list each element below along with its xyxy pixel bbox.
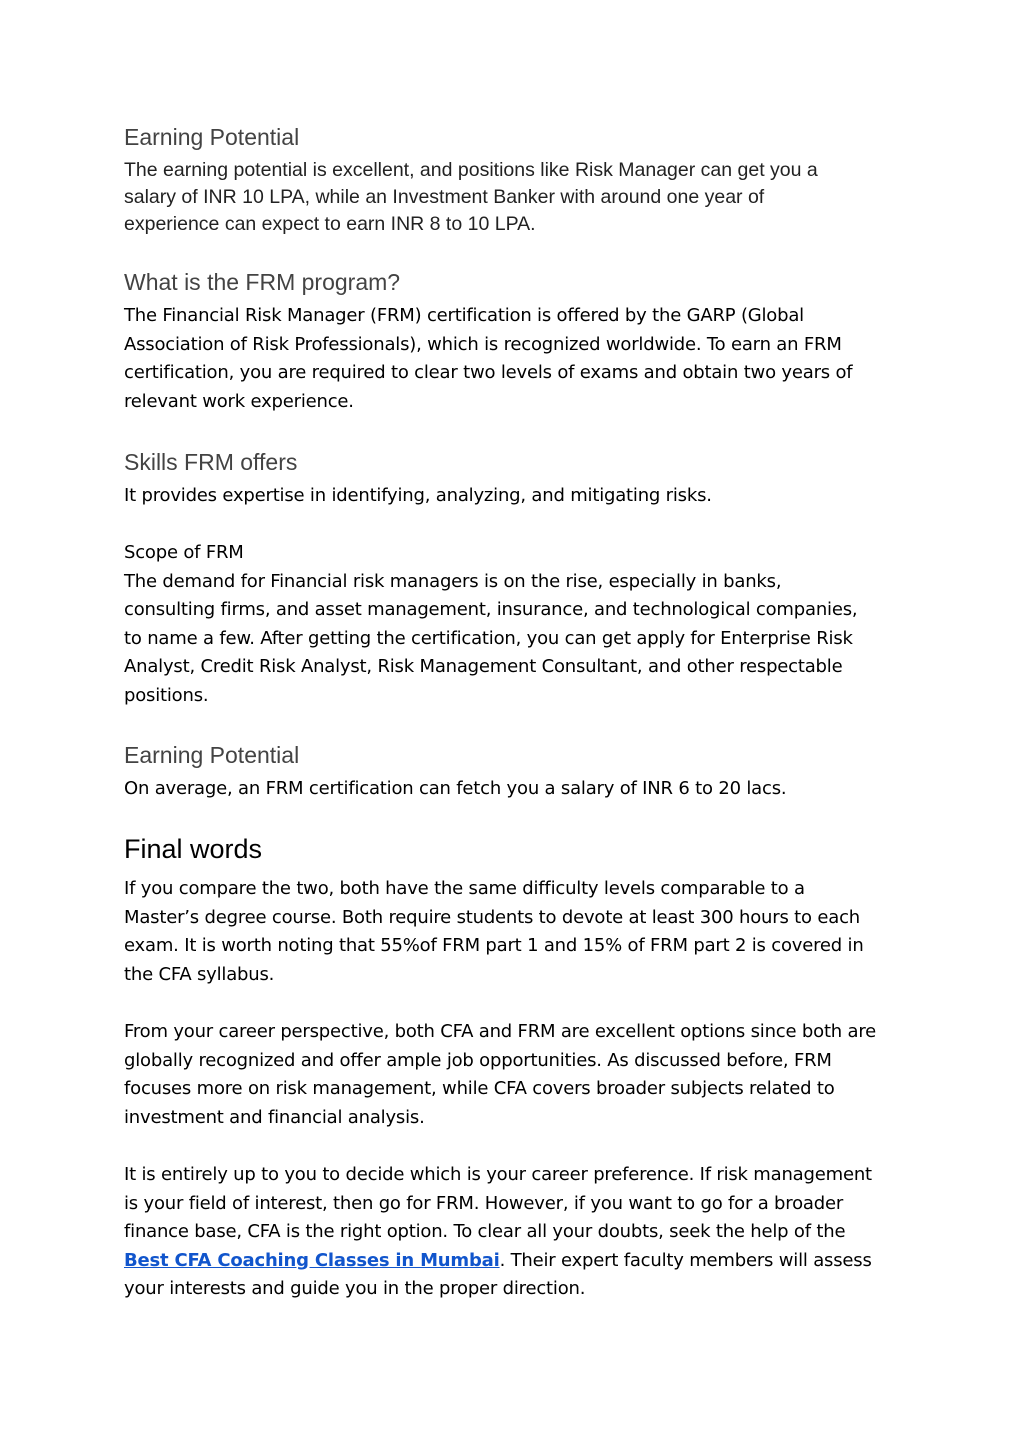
skills-line: It provides expertise in identifying, analyzing, and mitigating risks.: [124, 485, 712, 507]
final-words-heading: Final words: [124, 834, 263, 865]
final-para2-line: investment and financial analysis.: [124, 1106, 425, 1128]
final-para3-line: your interests and guide you in the proper direction.: [124, 1278, 586, 1300]
scope-heading: Scope of FRM: [124, 541, 244, 563]
frm-program-line: certification, you are required to clear two levels of exams and obtain two years of: [124, 362, 853, 384]
scope-line: The demand for Financial risk managers is on the rise, especially in banks,: [124, 570, 782, 592]
final-para2-line: globally recognized and offer ample job opportunities. As discussed before, FRM: [124, 1049, 832, 1071]
final-para3-line: finance base, CFA is the right option. To clear all your doubts, seek the help of the: [124, 1221, 846, 1243]
earning-potential-2-line: On average, an FRM certification can fetch you a salary of INR 6 to 20 lacs.: [124, 777, 787, 799]
final-para3-line: is your field of interest, then go for FRM. However, if you want to go for a broader: [124, 1192, 844, 1214]
document-page: [124, 120, 914, 1304]
frm-program-heading: What is the FRM program?: [124, 269, 401, 295]
scope-line: to name a few. After getting the certification, you can get apply for Enterprise Risk: [124, 627, 853, 649]
final-para2-line: From your career perspective, both CFA and FRM are excellent options since both are: [124, 1021, 877, 1043]
final-para3-line-tail: . Their expert faculty members will assess: [499, 1249, 872, 1271]
frm-program-line: The Financial Risk Manager (FRM) certification is offered by the GARP (Global: [124, 305, 804, 326]
final-para1-line: If you compare the two, both have the same difficulty levels comparable to a: [124, 878, 805, 900]
skills-heading: Skills FRM offers: [124, 449, 298, 476]
earning-potential-line: The earning potential is excellent, and positions like Risk Manager can get you a: [124, 159, 818, 181]
earning-potential-heading-2: Earning Potential: [124, 741, 300, 768]
final-para1-line: the CFA syllabus.: [124, 963, 275, 985]
final-para1-line: Master’s degree course. Both require students to devote at least 300 hours to each: [124, 906, 860, 928]
earning-potential-heading: Earning Potential: [124, 124, 300, 150]
earning-potential-line: salary of INR 10 LPA, while an Investment Banker with around one year of: [124, 186, 765, 208]
final-para3-line: It is entirely up to you to decide which is your career preference. If risk management: [124, 1164, 872, 1186]
frm-program-line: relevant work experience.: [124, 390, 354, 412]
best-cfa-coaching-link[interactable]: Best CFA Coaching Classes in Mumbai: [124, 1249, 500, 1271]
frm-program-line: Association of Risk Professionals), which is recognized worldwide. To earn an FRM: [124, 333, 842, 355]
earning-potential-line: experience can expect to earn INR 8 to 10 LPA.: [124, 213, 536, 235]
scope-line: Analyst, Credit Risk Analyst, Risk Management Consultant, and other respectable: [124, 656, 843, 678]
final-para1-line: exam. It is worth noting that 55%of FRM part 1 and 15% of FRM part 2 is covered in: [124, 935, 864, 957]
final-para3-line-with-link: [124, 1247, 914, 1276]
scope-line: consulting firms, and asset management, insurance, and technological companies,: [124, 599, 858, 621]
final-para2-line: focuses more on risk management, while CFA covers broader subjects related to: [124, 1078, 835, 1100]
scope-line: positions.: [124, 684, 209, 706]
